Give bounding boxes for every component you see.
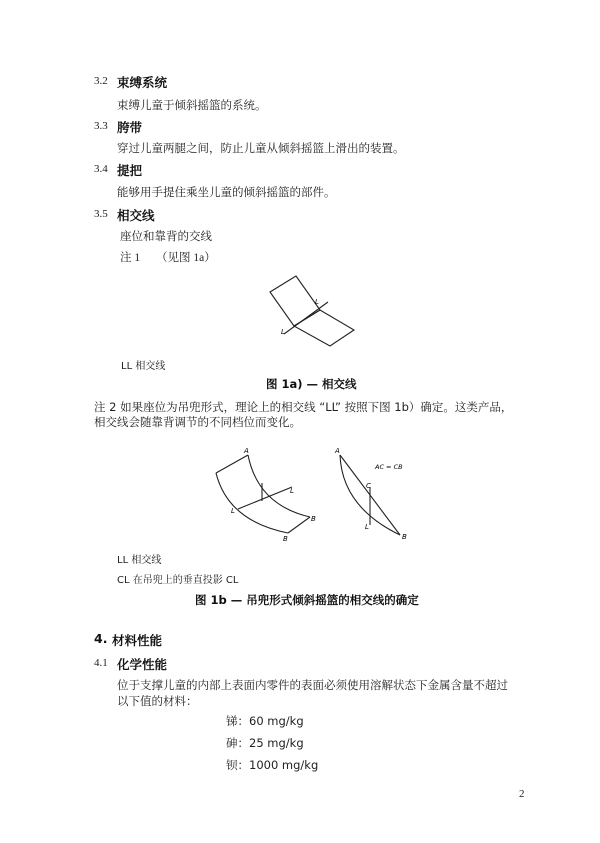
figure-1b-legend-ll: LL 相交线 xyxy=(117,555,162,566)
section-4-1-body-line-1: 位于支撑儿童的内部上表面内零件的表面必须使用溶解状态下金属含量不超过 xyxy=(117,678,508,692)
fig1a-backrest xyxy=(270,276,320,326)
svg-text:L: L xyxy=(231,507,235,515)
section-3-4-number: 3.4 xyxy=(94,163,108,175)
section-3-4-title: 提把 xyxy=(117,163,143,178)
note-1-label: 注 1 xyxy=(120,252,141,264)
note-2-line-2: 相交线会随靠背调节的不同档位而变化。 xyxy=(94,415,301,429)
section-3-3-number: 3.3 xyxy=(94,120,108,132)
section-4-title: 材料性能 xyxy=(112,633,163,648)
fig1a-intersection-line xyxy=(284,302,328,334)
section-3-5-number: 3.5 xyxy=(94,208,108,220)
figure-1a-legend: LL 相交线 xyxy=(121,361,166,372)
figure-1a-diagram xyxy=(262,272,358,348)
section-3-4-body: 能够用手提住乘坐儿童的倾斜摇篮的部件。 xyxy=(117,185,336,199)
limit-arsenic: 砷：25 mg/kg xyxy=(226,736,304,750)
note-2-line-1: 注 2 如果座位为吊兜形式，理论上的相交线 “LL” 按照下图 1b）确定。这类产品， xyxy=(94,400,513,414)
section-3-2-number: 3.2 xyxy=(94,75,108,87)
section-3-5-body: 座位和靠背的交线 xyxy=(120,229,212,243)
section-3-2-body: 束缚儿童于倾斜摇篮的系统。 xyxy=(117,98,267,112)
svg-text:C: C xyxy=(366,482,371,490)
svg-text:AC = CB: AC = CB xyxy=(375,463,403,471)
section-4-1-body-line-2: 以下值的材料： xyxy=(117,694,198,708)
figure-1b-caption: 图 1b — 吊兜形式倾斜摇篮的相交线的确定 xyxy=(195,593,419,607)
section-4-number: 4. xyxy=(94,631,108,646)
note-1-text: （见图 1a） xyxy=(156,252,216,264)
section-3-3-body: 穿过儿童两腿之间，防止儿童从倾斜摇篮上滑出的装置。 xyxy=(117,141,405,155)
svg-text:B: B xyxy=(311,515,316,523)
fig1b-left-intersection-line xyxy=(238,487,292,509)
svg-text:B: B xyxy=(283,535,288,543)
fig1a-seat xyxy=(294,310,354,346)
section-4-1-number: 4.1 xyxy=(94,657,108,669)
svg-text:A: A xyxy=(335,447,340,455)
figure-1b-legend-cl: CL 在吊兜上的垂直投影 CL xyxy=(117,575,239,586)
section-3-5-title: 相交线 xyxy=(117,208,155,223)
section-4-1-title: 化学性能 xyxy=(117,657,168,672)
page-number: 2 xyxy=(519,788,525,800)
figure-1b-left-diagram xyxy=(210,443,328,543)
svg-text:L: L xyxy=(365,523,369,531)
limit-barium: 钡：1000 mg/kg xyxy=(226,758,319,772)
section-3-2-title: 束缚系统 xyxy=(117,75,168,90)
svg-text:B: B xyxy=(402,533,407,541)
svg-text:A: A xyxy=(244,447,249,455)
limit-antimony: 锑：60 mg/kg xyxy=(226,714,304,728)
fig1a-label-l-bottom: L xyxy=(281,328,285,336)
section-3-3-title: 胯带 xyxy=(117,120,143,135)
svg-text:L: L xyxy=(290,487,294,495)
figure-1a-caption: 图 1a) — 相交线 xyxy=(266,377,357,391)
fig1b-left-back-curve xyxy=(248,455,310,517)
figure-1b-right-diagram xyxy=(330,443,410,543)
fig1a-label-l-top: L xyxy=(315,298,319,306)
